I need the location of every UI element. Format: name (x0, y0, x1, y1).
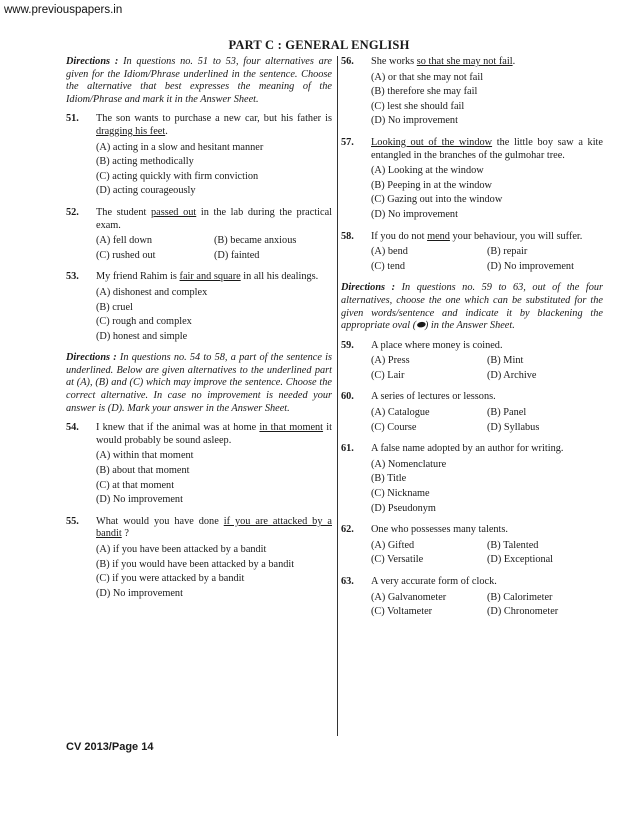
option: (C) Versatile (371, 554, 424, 566)
question-stem: I knew that if the animal was at home in that moment it would probably be sound asleep. (96, 422, 332, 446)
question-stem: Looking out of the window the little boy saw a kite entangled in the branches of the gulmohar tree. (371, 136, 603, 161)
question-58 (341, 231, 603, 276)
question-number: 63. (341, 576, 354, 587)
option: (B) Mint (487, 355, 524, 367)
option: (B) Title (371, 473, 407, 485)
directions-51-53 (66, 56, 332, 106)
option: (A) or that she may not fail (371, 71, 484, 83)
directions-label: Directions : (66, 352, 117, 364)
question-stem: A series of lectures or lessons. (371, 391, 496, 403)
site-url: www.previouspapers.in (4, 4, 123, 16)
option: (B) if you would have been attacked by a bandit (96, 558, 295, 570)
option: (D) Archive (487, 369, 537, 381)
option: (A) Catalogue (371, 407, 430, 419)
option: (A) Nomenclature (371, 458, 447, 470)
question-number: 58. (341, 230, 354, 242)
option: (D) Pseudonym (371, 502, 436, 514)
option: (B) repair (487, 246, 528, 258)
option: (D) No improvement (487, 260, 574, 272)
option: (D) fainted (214, 249, 260, 261)
question-stem: The student passed out in the lab during the practical exam. (96, 206, 333, 231)
question-number: 62. (341, 524, 354, 536)
option: (A) Gifted (371, 539, 415, 551)
option: (C) at that moment (96, 479, 175, 491)
question-number: 60. (341, 391, 354, 403)
option: (C) Gazing out into the window (371, 194, 503, 206)
directions-label: Directions : (66, 56, 119, 67)
option: (D) No improvement (96, 494, 183, 506)
option: (C) acting quickly with firm conviction (96, 170, 259, 182)
option: (B) about that moment (96, 465, 190, 477)
question-number: 56. (341, 56, 354, 67)
option: (A) acting in a slow and hesitant manner (96, 141, 264, 153)
option: (D) No improvement (96, 587, 183, 599)
page-header: PART C : GENERAL ENGLISH (228, 38, 410, 52)
question-54 (66, 422, 332, 509)
question-51 (66, 113, 332, 200)
question-52 (66, 207, 332, 264)
question-number: 54. (66, 422, 79, 434)
question-number: 61. (341, 443, 354, 455)
question-stem: A place where money is coined. (371, 339, 503, 351)
question-number: 53. (66, 271, 79, 283)
directions-54-58 (66, 352, 332, 415)
option: (A) within that moment (96, 450, 194, 462)
option: (B) Calorimeter (487, 591, 553, 603)
option: (C) rushed out (96, 249, 156, 261)
option: (A) bend (371, 246, 408, 258)
page-footer: CV 2013/Page 14 (66, 741, 154, 753)
option: (D) Exceptional (487, 554, 554, 566)
option: (C) rough and complex (96, 316, 192, 328)
option: (B) Talented (487, 539, 539, 551)
question-62 (341, 524, 603, 569)
left-column (66, 56, 332, 609)
question-stem: A very accurate form of clock. (371, 576, 497, 587)
question-stem: One who possesses many talents. (371, 524, 508, 536)
question-53 (66, 271, 332, 345)
option: (C) if you were attacked by a bandit (96, 573, 245, 585)
option: (C) lest she should fail (371, 100, 465, 112)
option: (A) Galvanometer (371, 591, 447, 603)
option: (C) Lair (371, 369, 405, 381)
question-number: 52. (66, 206, 79, 218)
option: (B) Peeping in at the window (371, 179, 492, 191)
option: (D) acting courageously (96, 185, 196, 197)
directions-text: In questions no. 59 to 63, out of the four alternatives, choose the one which can be substituted for the given words/sentence and indicate it by blackening the appropriate oval (⬬) in the Answer Sheet. (341, 282, 603, 332)
question-59 (341, 340, 603, 385)
question-number: 55. (66, 515, 79, 527)
right-column (341, 56, 603, 628)
option: (A) fell down (96, 235, 153, 247)
question-stem: The son wants to purchase a new car, but his father is dragging his feet. (96, 113, 332, 137)
question-56 (341, 56, 603, 130)
option: (D) Chronometer (487, 606, 559, 618)
question-stem: A false name adopted by an author for writing. (371, 443, 564, 455)
directions-59-63 (341, 282, 603, 332)
question-55 (66, 516, 332, 603)
question-number: 57. (341, 136, 354, 148)
question-stem: My friend Rahim is fair and square in all his dealings. (96, 271, 319, 283)
option: (B) acting methodically (96, 156, 194, 168)
question-stem: What would you have done if you are attacked by a bandit ? (96, 515, 332, 540)
directions-text: In questions no. 51 to 53, four alternatives are given for the Idiom/Phrase underlined in the sentence. Choose the alternative that best expresses the meaning of the Idiom/Phrase and mark it in the Answer Sheet. (66, 56, 332, 105)
option: (A) dishonest and complex (96, 286, 208, 298)
option: (D) No improvement (371, 115, 458, 127)
option: (D) honest and simple (96, 330, 188, 342)
option: (B) became anxious (214, 235, 297, 247)
option: (C) Voltameter (371, 606, 433, 618)
question-stem: She works so that she may not fail. (371, 56, 516, 67)
option: (C) tend (371, 260, 406, 272)
directions-text: In questions no. 54 to 58, a part of the sentence is underlined. Below are given alternatives to the underlined part at (A), (B) and (C) which may improve the sentence. Choose the correct alternative. In case no improvement is needed your answer is (D). Mark your answer in the Answer Sheet. (66, 352, 333, 414)
option: (A) Press (371, 355, 410, 367)
option: (A) if you have been attacked by a bandit (96, 544, 267, 555)
option: (B) therefore she may fail (371, 86, 478, 98)
option: (D) No improvement (371, 208, 458, 220)
question-number: 51. (66, 113, 79, 125)
question-stem: If you do not mend your behaviour, you will suffer. (371, 230, 583, 242)
question-63 (341, 576, 603, 621)
question-60 (341, 391, 603, 436)
option: (C) Course (371, 421, 417, 433)
column-divider (337, 56, 338, 736)
question-57 (341, 137, 603, 224)
option: (C) Nickname (371, 488, 430, 500)
option: (B) Panel (487, 407, 527, 419)
question-61 (341, 443, 603, 517)
directions-label: Directions : (341, 282, 396, 294)
option: (B) cruel (96, 301, 133, 313)
option: (D) Syllabus (487, 421, 540, 433)
question-number: 59. (341, 339, 354, 351)
option: (A) Looking at the window (371, 165, 484, 177)
